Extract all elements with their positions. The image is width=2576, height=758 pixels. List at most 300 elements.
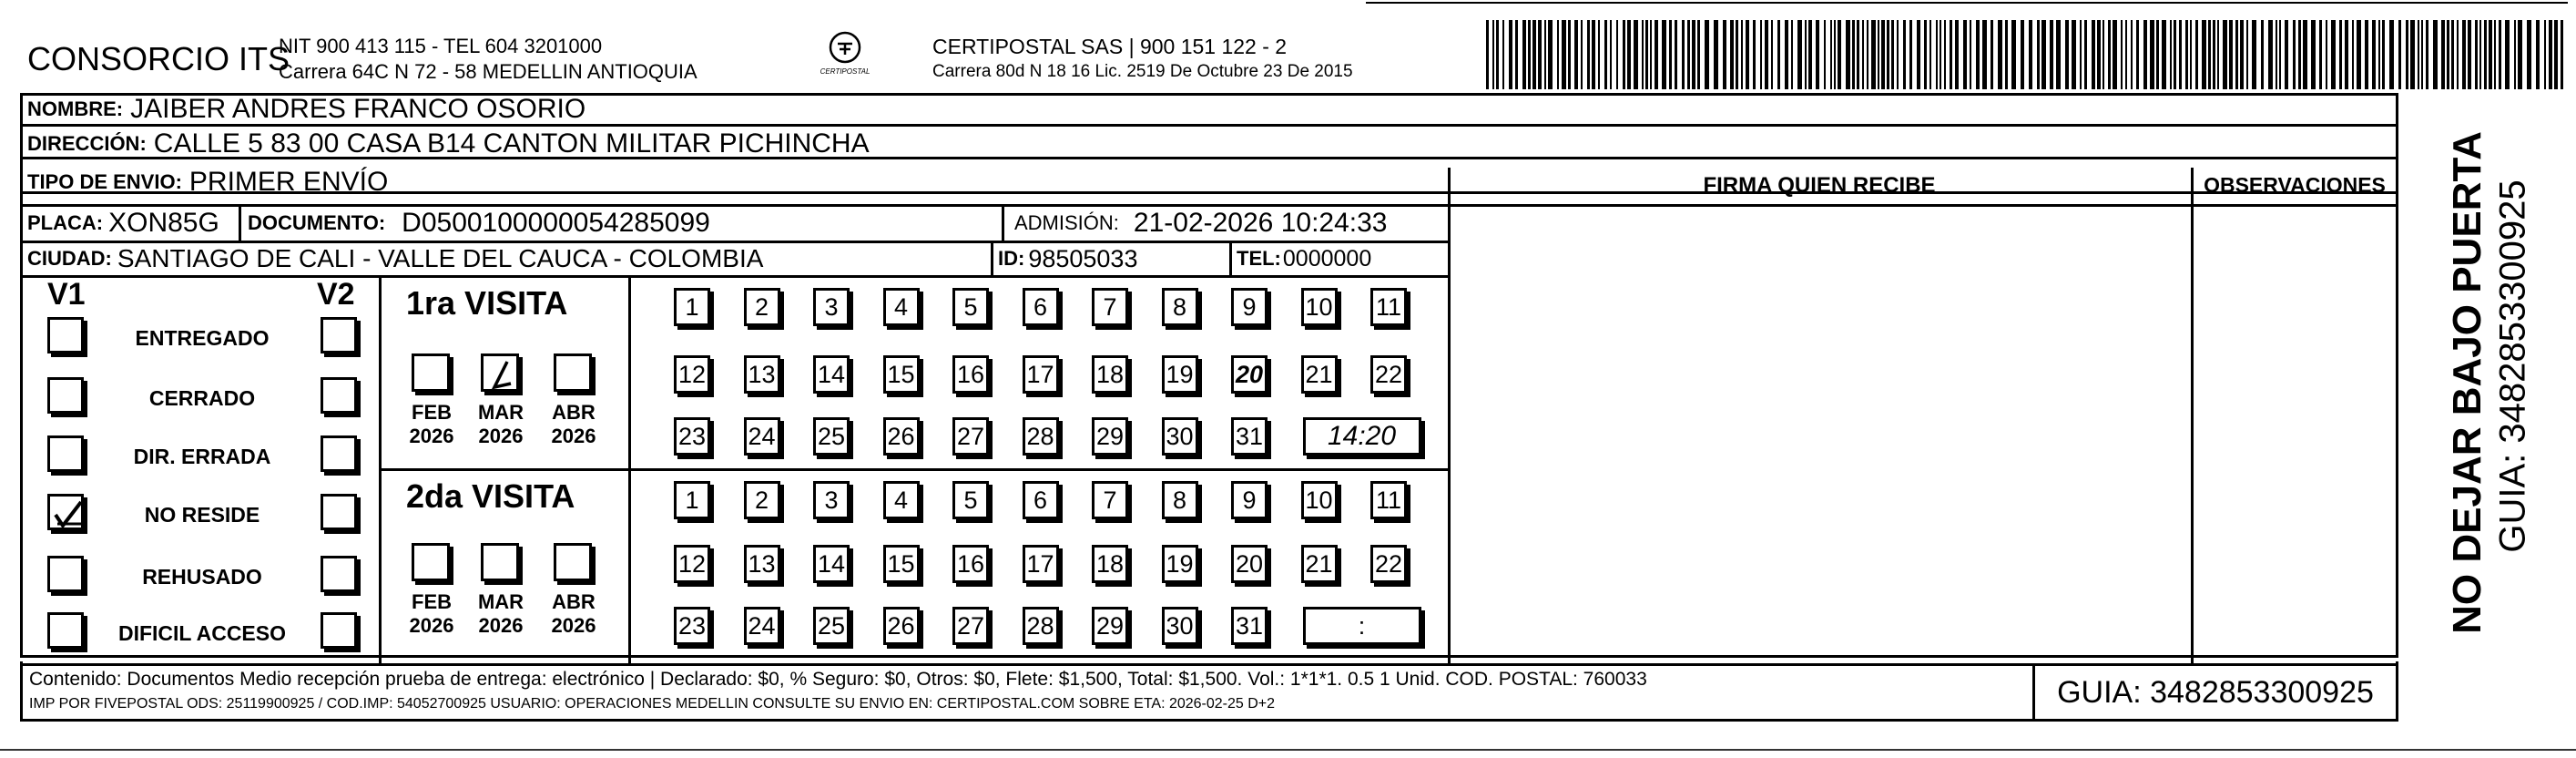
barcode-bar <box>2240 20 2244 89</box>
barcode-bar <box>2005 20 2008 89</box>
tipo-label: TIPO DE ENVIO: <box>27 170 182 193</box>
barcode-bar <box>1963 20 1967 89</box>
barcode-bar <box>2131 20 2133 89</box>
barcode-bar <box>2170 20 2172 89</box>
admision-cell <box>1014 206 1387 241</box>
day-box[interactable]: 4 <box>883 288 920 326</box>
barcode-bar <box>2527 20 2531 89</box>
day-box[interactable]: 24 <box>744 417 780 456</box>
barcode-bar <box>2418 20 2419 89</box>
day-box[interactable]: 30 <box>1162 607 1198 645</box>
day-box[interactable]: 27 <box>952 417 989 456</box>
v2-label: V2 <box>317 277 355 312</box>
nombre-label: NOMBRE: <box>27 97 124 120</box>
barcode-bar <box>2489 20 2492 89</box>
id-cell <box>998 242 1137 275</box>
barcode-bar <box>2202 20 2206 89</box>
barcode-bar <box>1753 20 1756 89</box>
barcode-bar <box>2378 20 2380 89</box>
barcode-bar <box>2484 20 2487 89</box>
day-box[interactable]: 27 <box>952 607 989 645</box>
barcode-bar <box>1562 20 1566 89</box>
month-checkbox[interactable] <box>412 353 450 392</box>
barcode-bar <box>2447 20 2449 89</box>
scan-edge-bottom <box>0 749 2576 751</box>
barcode-bar <box>2261 20 2264 89</box>
barcode-bar <box>2136 20 2139 89</box>
day-box[interactable]: 22 <box>1370 545 1407 583</box>
day-box[interactable]: 4 <box>883 481 920 519</box>
month-name: MAR <box>477 401 524 424</box>
barcode-bar <box>1581 20 1583 89</box>
barcode-bar <box>1538 20 1542 89</box>
nombre-row <box>27 93 585 126</box>
barcode-bar <box>1871 20 1876 89</box>
day-box[interactable]: 20 <box>1231 355 1268 394</box>
barcode-bar <box>1669 20 1672 89</box>
day-box[interactable]: 23 <box>674 417 710 456</box>
barcode-bar <box>1616 20 1618 89</box>
day-box[interactable]: 15 <box>883 545 920 583</box>
barcode-bar <box>2319 20 2322 89</box>
barcode-bar <box>1714 20 1718 89</box>
day-box[interactable]: 31 <box>1231 607 1268 645</box>
barcode-bar <box>1557 20 1559 89</box>
day-box[interactable]: 1 <box>674 481 710 519</box>
month-name: FEB <box>412 590 452 613</box>
day-box[interactable]: 1 <box>674 288 710 326</box>
tipo-row <box>27 166 388 199</box>
v2-checkbox[interactable] <box>321 377 357 414</box>
barcode-bar <box>1697 20 1700 89</box>
day-box[interactable]: 10 <box>1301 481 1338 519</box>
status-option-label: ENTREGADO <box>135 326 270 350</box>
v1-checkbox[interactable] <box>47 377 84 414</box>
day-box[interactable]: 16 <box>952 545 989 583</box>
barcode-bar <box>1528 20 1531 89</box>
barcode-bar <box>2293 20 2296 89</box>
barcode-bar <box>1592 20 1595 89</box>
barcode-bar <box>1598 20 1600 89</box>
barcode-bar <box>1805 20 1807 89</box>
day-box[interactable]: 13 <box>744 355 780 394</box>
barcode-bar <box>2246 20 2248 89</box>
barcode-bar <box>1705 20 1709 89</box>
carrier-name: CERTIPOSTAL SAS | 900 151 122 - 2 <box>932 35 1288 58</box>
barcode-bar <box>1730 20 1734 89</box>
barcode-bar <box>2518 20 2522 89</box>
barcode-bar <box>2268 20 2273 89</box>
carrier-address: Carrera 80d N 18 16 Lic. 2519 De Octubre 23 De 2015 <box>932 62 1353 81</box>
company-address: Carrera 64C N 72 - 58 MEDELLIN ANTIOQUIA <box>279 60 697 83</box>
barcode-bar <box>2195 20 2198 89</box>
day-box[interactable]: 21 <box>1301 545 1338 583</box>
v2-checkbox[interactable] <box>321 612 357 649</box>
barcode-bar <box>2190 20 2192 89</box>
barcode-bar <box>2097 20 2101 89</box>
barcode-bar <box>1741 20 1743 89</box>
barcode-bar <box>1878 20 1879 89</box>
placa-cell <box>27 206 219 241</box>
month-year: 2026 <box>478 614 524 637</box>
barcode-bar <box>1830 20 1832 89</box>
barcode-bar <box>2113 20 2117 89</box>
barcode-bar <box>1785 20 1788 89</box>
barcode-bar <box>2150 20 2154 89</box>
barcode-bar <box>1634 20 1638 89</box>
month-name: ABR <box>552 590 596 613</box>
barcode-bar <box>1502 20 1504 89</box>
month-label <box>404 401 459 448</box>
barcode-bar <box>2276 20 2277 89</box>
barcode-bar <box>1736 20 1738 89</box>
month-label <box>404 590 459 638</box>
barcode-bar <box>2426 20 2428 89</box>
id-label: ID: <box>998 247 1025 270</box>
day-box[interactable]: 28 <box>1023 417 1059 456</box>
barcode-bar <box>1852 20 1855 89</box>
barcode-bar <box>2185 20 2188 89</box>
barcode-bar <box>1808 20 1812 89</box>
day-box[interactable]: 3 <box>813 288 850 326</box>
v1-checkbox[interactable] <box>47 435 84 472</box>
barcode-bar <box>2252 20 2256 89</box>
barcode-bar <box>2544 20 2546 89</box>
documento-label: DOCUMENTO: <box>248 211 386 234</box>
first-visit-time[interactable]: 14:20 <box>1303 417 1421 456</box>
logo-caption: CERTIPOSTAL <box>820 67 871 76</box>
placa-value: XON85G <box>108 208 219 238</box>
barcode-bar <box>1515 20 1518 89</box>
month-label <box>546 590 601 638</box>
day-box[interactable]: 5 <box>952 288 989 326</box>
v1-checkbox[interactable] <box>47 612 84 649</box>
day-box[interactable]: 9 <box>1231 288 1268 326</box>
col-line <box>991 241 993 275</box>
day-box[interactable]: 22 <box>1370 355 1407 394</box>
col-line <box>2191 168 2194 663</box>
barcode-bar <box>2536 20 2540 89</box>
barcode-bar <box>2410 20 2415 89</box>
day-box[interactable]: 18 <box>1092 545 1128 583</box>
day-box[interactable]: 8 <box>1162 288 1198 326</box>
handwritten-mark-icon <box>484 356 520 393</box>
ciudad-value: SANTIAGO DE CALI - VALLE DEL CAUCA - COLOMBIA <box>117 244 764 272</box>
month-year: 2026 <box>551 614 596 637</box>
barcode-bar <box>2285 20 2288 89</box>
month-label <box>473 401 528 448</box>
barcode-bar <box>1991 20 1993 89</box>
row-line <box>20 275 1450 278</box>
barcode-bar <box>1846 20 1850 89</box>
barcode-bar <box>1998 20 2002 89</box>
barcode-bar <box>1760 20 1762 89</box>
company-name: CONSORCIO ITS <box>27 40 290 77</box>
day-box[interactable]: 5 <box>952 481 989 519</box>
day-box[interactable]: 29 <box>1092 417 1128 456</box>
day-box[interactable]: 21 <box>1301 355 1338 394</box>
barcode-bar <box>2011 20 2016 89</box>
day-box[interactable]: 17 <box>1023 545 1059 583</box>
day-box[interactable]: 25 <box>813 417 850 456</box>
barcode-bar <box>1976 20 1980 89</box>
barcode-bar <box>1765 20 1768 89</box>
day-box[interactable]: 15 <box>883 355 920 394</box>
barcode-bar <box>1834 20 1836 89</box>
barcode-bar <box>2561 20 2563 89</box>
day-box[interactable]: 26 <box>883 607 920 645</box>
day-box[interactable]: 28 <box>1023 607 1059 645</box>
barcode-bar <box>2372 20 2376 89</box>
day-box[interactable]: 19 <box>1162 545 1198 583</box>
day-box[interactable]: 11 <box>1370 288 1407 326</box>
barcode-bar <box>2174 20 2176 89</box>
barcode-bar <box>2072 20 2076 89</box>
barcode-bar <box>2050 20 2053 89</box>
barcode-bar <box>1723 20 1726 89</box>
barcode-bar <box>1675 20 1677 89</box>
barcode-bar <box>1532 20 1536 89</box>
barcode-bar <box>2514 20 2516 89</box>
month-checkbox[interactable] <box>481 353 519 392</box>
day-box[interactable]: 31 <box>1231 417 1268 456</box>
barcode-bar <box>1568 20 1571 89</box>
barcode-bar <box>2311 20 2316 89</box>
barcode-bar <box>2056 20 2061 89</box>
barcode-bar <box>1897 20 1899 89</box>
day-box[interactable]: 29 <box>1092 607 1128 645</box>
day-box[interactable]: 12 <box>674 545 710 583</box>
id-value: 98505033 <box>1028 244 1138 272</box>
day-box[interactable]: 10 <box>1301 288 1338 326</box>
barcode-bar <box>2298 20 2301 89</box>
barcode-bar <box>2468 20 2471 89</box>
month-label <box>546 401 601 448</box>
barcode-bar <box>2331 20 2336 89</box>
day-box[interactable]: 16 <box>952 355 989 394</box>
day-box[interactable]: 20 <box>1231 545 1268 583</box>
firma-label: FIRMA QUIEN RECIBE <box>1703 173 1936 198</box>
barcode-bar <box>2406 20 2408 89</box>
barcode-bar <box>2494 20 2496 89</box>
barcode-bar <box>2121 20 2123 89</box>
barcode-bar <box>1936 20 1938 89</box>
col-line <box>239 204 241 241</box>
barcode-bar <box>2103 20 2104 89</box>
barcode-bar <box>1587 20 1590 89</box>
barcode-bar <box>1522 20 1526 89</box>
day-box[interactable]: 18 <box>1092 355 1128 394</box>
barcode-bar <box>2065 20 2069 89</box>
barcode-bar <box>2433 20 2438 89</box>
documento-cell <box>248 206 710 241</box>
barcode-bar <box>1777 20 1780 89</box>
barcode-bar <box>1574 20 1578 89</box>
footer-line-2: IMP POR FIVEPOSTAL ODS: 25119900925 / COD.IMP: 54052700925 USUARIO: OPERACIONES MEDELLIN CONSULTE SU ENVIO EN: CERTIPOSTAL.COM SOBRE ETA: 2026-02-25 D+2 <box>29 696 1276 712</box>
status-option-label: DIFICIL ACCESO <box>117 621 286 645</box>
barcode-bar <box>1486 20 1489 89</box>
barcode-bar <box>2108 20 2111 89</box>
barcode-bar <box>1887 20 1889 89</box>
direccion-value: CALLE 5 83 00 CASA B14 CANTON MILITAR PICHINCHA <box>153 128 870 159</box>
month-label <box>473 590 528 638</box>
barcode-bar <box>1917 20 1920 89</box>
barcode-bar <box>2179 20 2182 89</box>
barcode-bar <box>1642 20 1644 89</box>
barcode-bar <box>1955 20 1959 89</box>
barcode-bar <box>2451 20 2454 89</box>
barcode-bar <box>1982 20 1987 89</box>
certipostal-logo <box>809 27 881 82</box>
v2-checkbox[interactable] <box>321 435 357 472</box>
day-box[interactable]: 11 <box>1370 481 1407 519</box>
day-box[interactable]: 23 <box>674 607 710 645</box>
barcode-bar <box>2421 20 2423 89</box>
barcode-bar <box>2475 20 2478 89</box>
day-box[interactable]: 26 <box>883 417 920 456</box>
day-box[interactable]: 19 <box>1162 355 1198 394</box>
barcode-bar <box>2092 20 2095 89</box>
barcode-bar <box>2156 20 2159 89</box>
v1-checkbox[interactable] <box>47 494 84 530</box>
col-line <box>1002 204 1004 241</box>
day-box[interactable]: 14 <box>813 545 850 583</box>
observaciones-label: OBSERVACIONES <box>2204 173 2386 197</box>
month-checkbox[interactable] <box>412 543 450 581</box>
day-box[interactable]: 9 <box>1231 481 1268 519</box>
barcode-bar <box>2041 20 2046 89</box>
barcode-bar <box>2345 20 2348 89</box>
status-option-label: DIR. ERRADA <box>133 445 271 468</box>
month-checkbox[interactable] <box>481 543 519 581</box>
barcode-bar <box>2235 20 2238 89</box>
barcode-bar <box>2479 20 2481 89</box>
no-dejar-warning: NO DEJAR BAJO PUERTA <box>2445 131 2489 634</box>
barcode-bar <box>2326 20 2327 89</box>
barcode-bar <box>1662 20 1666 89</box>
month-year: 2026 <box>478 425 524 447</box>
tel-value: 0000000 <box>1282 245 1372 271</box>
first-visit-title: 1ra VISITA <box>406 284 568 322</box>
v2-checkbox[interactable] <box>321 556 357 592</box>
day-box[interactable]: 25 <box>813 607 850 645</box>
scan-edge-top <box>1366 2 2568 4</box>
month-year: 2026 <box>551 425 596 447</box>
day-box[interactable]: 30 <box>1162 417 1198 456</box>
barcode-bar <box>1881 20 1885 89</box>
barcode-bar <box>1891 20 1894 89</box>
day-box[interactable]: 24 <box>744 607 780 645</box>
footer-guia: GUIA: 3482853300925 <box>2057 674 2374 710</box>
barcode-bar <box>2279 20 2281 89</box>
barcode-bar <box>1797 20 1802 89</box>
barcode-bar <box>2303 20 2307 89</box>
barcode-bar <box>2021 20 2024 89</box>
barcode-bar <box>2339 20 2342 89</box>
company-nit: NIT 900 413 115 - TEL 604 3201000 <box>279 35 603 57</box>
day-box[interactable]: 6 <box>1023 288 1059 326</box>
tel-cell <box>1237 242 1371 275</box>
barcode-bar <box>1692 20 1695 89</box>
barcode-bar <box>2217 20 2219 89</box>
barcode-bar <box>2365 20 2368 89</box>
barcode-bar <box>1610 20 1612 89</box>
v2-checkbox[interactable] <box>321 317 357 353</box>
admision-label: ADMISIÓN: <box>1014 211 1119 234</box>
day-box[interactable]: 6 <box>1023 481 1059 519</box>
month-checkbox[interactable] <box>554 543 592 581</box>
second-visit-time[interactable]: : <box>1303 607 1421 645</box>
day-box[interactable]: 13 <box>744 545 780 583</box>
barcode-bar <box>2352 20 2354 89</box>
barcode-bar <box>1940 20 1941 89</box>
tel-label: TEL: <box>1237 247 1281 270</box>
barcode-bar <box>1623 20 1625 89</box>
barcode-bar <box>1771 20 1773 89</box>
second-visit-title: 2da VISITA <box>406 477 575 515</box>
barcode-bar <box>1509 20 1512 89</box>
barcode-bar <box>2499 20 2501 89</box>
v1-checkbox[interactable] <box>47 556 84 592</box>
handwritten-check-icon <box>50 497 87 533</box>
footer-line-1: Contenido: Documentos Medio recepción prueba de entrega: electrónico | Declarado: $0, % Seguro: $0, Otros: $0, Flete: $1,500, Total: $1,500. Vol.: 1*1*1. 0.5 1 Unid. COD. POSTAL: 760033 <box>29 669 1647 690</box>
barcode <box>1486 20 2570 89</box>
barcode-bar <box>1903 20 1906 89</box>
barcode-bar <box>2162 20 2166 89</box>
day-box[interactable]: 7 <box>1092 288 1128 326</box>
barcode-bar <box>2084 20 2087 89</box>
barcode-bar <box>1548 20 1553 89</box>
day-box[interactable]: 8 <box>1162 481 1198 519</box>
barcode-bar <box>2223 20 2227 89</box>
barcode-bar <box>2382 20 2385 89</box>
v1-checkbox[interactable] <box>47 317 84 353</box>
barcode-bar <box>1496 20 1499 89</box>
nombre-value: JAIBER ANDRES FRANCO OSORIO <box>130 94 586 124</box>
month-year: 2026 <box>409 614 454 637</box>
barcode-bar <box>2125 20 2127 89</box>
barcode-bar <box>2398 20 2401 89</box>
month-checkbox[interactable] <box>554 353 592 392</box>
barcode-bar <box>1655 20 1658 89</box>
day-box[interactable]: 7 <box>1092 481 1128 519</box>
barcode-bar <box>2389 20 2394 89</box>
day-box[interactable]: 2 <box>744 288 780 326</box>
barcode-bar <box>1816 20 1819 89</box>
tipo-value: PRIMER ENVÍO <box>188 167 389 197</box>
day-box[interactable]: 3 <box>813 481 850 519</box>
day-box[interactable]: 14 <box>813 355 850 394</box>
documento-value: D0500100000054285099 <box>402 208 710 238</box>
barcode-bar <box>1604 20 1607 89</box>
barcode-bar <box>1909 20 1912 89</box>
v1-label: V1 <box>47 277 86 312</box>
direccion-label: DIRECCIÓN: <box>27 132 147 155</box>
barcode-bar <box>1862 20 1864 89</box>
barcode-bar <box>2037 20 2040 89</box>
row-line <box>379 468 1448 471</box>
day-box[interactable]: 17 <box>1023 355 1059 394</box>
day-box[interactable]: 2 <box>744 481 780 519</box>
barcode-bar <box>2549 20 2552 89</box>
barcode-bar <box>1857 20 1859 89</box>
barcode-bar <box>1627 20 1631 89</box>
v2-checkbox[interactable] <box>321 494 357 530</box>
month-year: 2026 <box>409 425 454 447</box>
barcode-bar <box>2441 20 2445 89</box>
month-name: MAR <box>477 590 524 613</box>
day-box[interactable]: 12 <box>674 355 710 394</box>
